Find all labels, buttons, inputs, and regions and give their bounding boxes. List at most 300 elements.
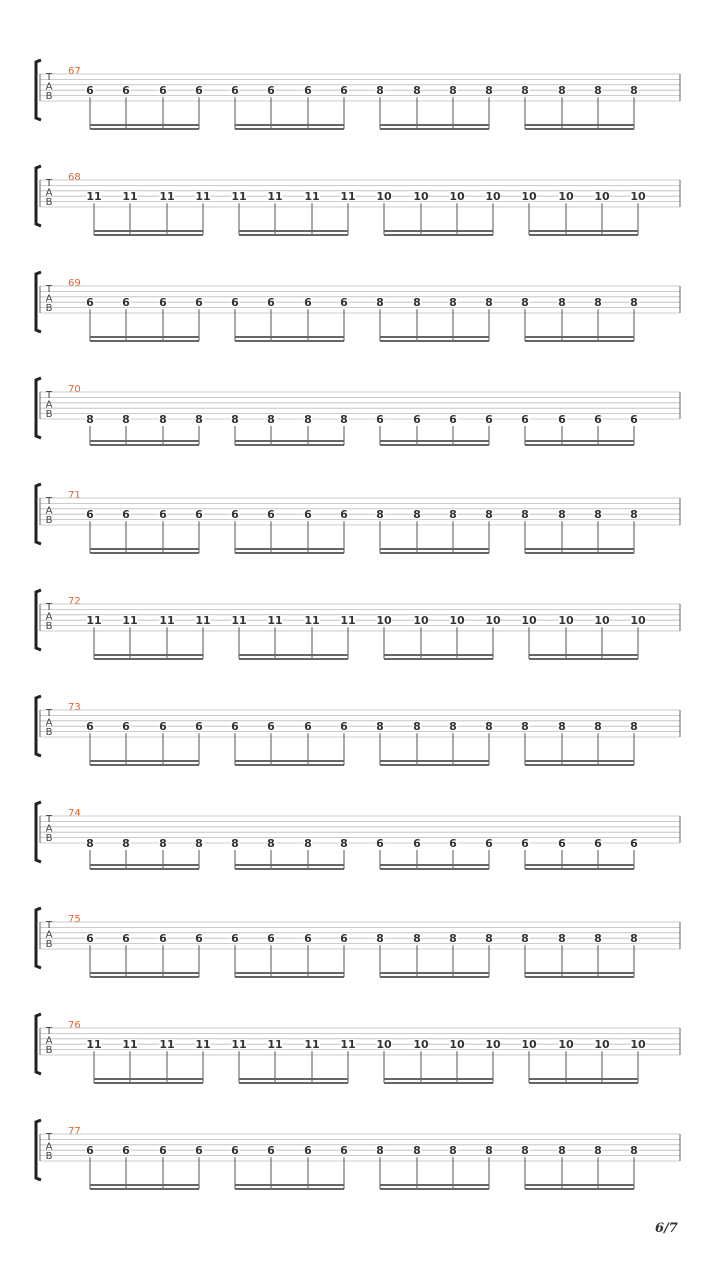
fret-number: 8 — [267, 837, 275, 850]
beam — [90, 128, 199, 130]
fret-number: 11 — [304, 190, 320, 204]
fret-number: 6 — [304, 508, 312, 522]
tab-system — [0, 384, 720, 498]
fret-number: 6 — [122, 720, 130, 734]
fret-number: 10 — [485, 1038, 501, 1052]
fret-number: 8 — [449, 932, 457, 946]
fret-number: 6 — [122, 1144, 130, 1158]
fret-number: 6 — [630, 413, 638, 426]
tab-system — [0, 702, 720, 816]
beam — [525, 760, 634, 762]
beam — [525, 972, 634, 974]
fret-number: 6 — [267, 508, 275, 522]
fret-number: 6 — [86, 720, 94, 734]
fret-number: 8 — [413, 296, 421, 310]
beam — [525, 976, 634, 978]
beam — [235, 128, 344, 130]
beam — [235, 864, 344, 866]
tab-clef-letter: A — [45, 187, 53, 199]
beam — [90, 1184, 199, 1186]
beam — [235, 124, 344, 126]
fret-number: 6 — [413, 837, 421, 850]
beam — [235, 440, 344, 442]
fret-number: 11 — [267, 614, 283, 628]
fret-number: 6 — [231, 1144, 239, 1158]
tab-clef-letter: T — [45, 814, 53, 825]
fret-number: 6 — [594, 413, 602, 426]
tab-system — [0, 172, 720, 286]
beam — [90, 868, 199, 870]
beam — [380, 444, 489, 446]
tab-staff — [0, 710, 720, 780]
fret-number: 6 — [231, 84, 239, 98]
fret-number: 11 — [122, 1038, 138, 1052]
fret-number: 10 — [630, 614, 646, 628]
tab-system — [0, 596, 720, 710]
measure-number: 68 — [68, 172, 81, 183]
beam — [90, 1188, 199, 1190]
beam — [529, 654, 638, 656]
fret-number: 10 — [594, 1038, 610, 1052]
fret-number: 8 — [521, 84, 529, 98]
beam — [380, 336, 489, 338]
tab-system — [0, 1126, 720, 1240]
fret-number: 11 — [122, 614, 138, 628]
tab-clef-letter: T — [45, 390, 53, 401]
beam — [529, 1078, 638, 1080]
beam — [235, 760, 344, 762]
tab-system — [0, 66, 720, 180]
beam — [384, 658, 493, 660]
fret-number: 6 — [449, 837, 457, 850]
beam — [90, 444, 199, 446]
fret-number: 8 — [159, 413, 167, 426]
measure-number: 75 — [68, 914, 81, 925]
fret-number: 6 — [86, 932, 94, 946]
fret-number: 8 — [376, 296, 384, 310]
tab-staff — [0, 180, 720, 250]
beam — [94, 658, 203, 660]
fret-number: 8 — [449, 508, 457, 522]
fret-number: 8 — [485, 296, 493, 310]
fret-number: 8 — [304, 413, 312, 426]
beam — [94, 234, 203, 236]
fret-number: 11 — [159, 190, 175, 204]
fret-number: 6 — [267, 84, 275, 98]
fret-number: 6 — [304, 1144, 312, 1158]
tab-staff — [0, 1028, 720, 1098]
fret-number: 8 — [558, 508, 566, 522]
fret-number: 8 — [376, 84, 384, 98]
tab-clef-letter: A — [45, 505, 53, 517]
beam — [90, 764, 199, 766]
fret-number: 6 — [340, 296, 348, 310]
tab-staff — [0, 922, 720, 992]
tab-clef-letter: A — [45, 293, 53, 305]
fret-number: 6 — [86, 508, 94, 522]
fret-number: 10 — [376, 1038, 392, 1052]
tab-clef-letter: A — [45, 717, 53, 729]
beam — [529, 658, 638, 660]
beam — [525, 552, 634, 554]
fret-number: 8 — [340, 837, 348, 850]
tab-clef-letter: T — [45, 920, 53, 931]
beam — [380, 976, 489, 978]
fret-number: 8 — [558, 720, 566, 734]
fret-number: 6 — [485, 837, 493, 850]
fret-number: 6 — [630, 837, 638, 850]
fret-number: 6 — [195, 296, 203, 310]
tab-system — [0, 278, 720, 392]
fret-number: 11 — [122, 190, 138, 204]
fret-number: 10 — [558, 190, 574, 204]
fret-number: 8 — [449, 296, 457, 310]
beam — [380, 972, 489, 974]
fret-number: 6 — [267, 1144, 275, 1158]
beam — [384, 1082, 493, 1084]
tab-clef-letter: T — [45, 1132, 53, 1143]
tab-staff — [0, 1134, 720, 1204]
fret-number: 6 — [159, 932, 167, 946]
tab-staff — [0, 74, 720, 144]
fret-number: 11 — [231, 190, 247, 204]
fret-number: 8 — [630, 296, 638, 310]
beam — [525, 548, 634, 550]
beam — [380, 764, 489, 766]
beam — [529, 1082, 638, 1084]
fret-number: 8 — [521, 1144, 529, 1158]
beam — [380, 128, 489, 130]
fret-number: 8 — [521, 296, 529, 310]
fret-number: 8 — [485, 508, 493, 522]
fret-number: 6 — [231, 932, 239, 946]
beam — [90, 440, 199, 442]
beam — [380, 124, 489, 126]
fret-number: 11 — [86, 1038, 102, 1052]
tab-clef-letter: B — [45, 303, 53, 314]
fret-number: 6 — [413, 413, 421, 426]
fret-number: 6 — [267, 932, 275, 946]
beam — [525, 440, 634, 442]
fret-number: 10 — [521, 190, 537, 204]
fret-number: 11 — [340, 1038, 356, 1052]
fret-number: 10 — [594, 190, 610, 204]
beam — [94, 1082, 203, 1084]
beam — [239, 230, 348, 232]
fret-number: 6 — [558, 837, 566, 850]
fret-number: 6 — [376, 837, 384, 850]
fret-number: 6 — [304, 932, 312, 946]
fret-number: 8 — [413, 84, 421, 98]
tab-clef-letter: T — [45, 1026, 53, 1037]
fret-number: 6 — [122, 296, 130, 310]
fret-number: 8 — [449, 84, 457, 98]
fret-number: 8 — [449, 720, 457, 734]
measure-number: 76 — [68, 1020, 81, 1031]
fret-number: 8 — [376, 1144, 384, 1158]
tab-clef-letter: T — [45, 496, 53, 507]
fret-number: 8 — [413, 1144, 421, 1158]
fret-number: 6 — [159, 296, 167, 310]
fret-number: 6 — [340, 720, 348, 734]
fret-number: 8 — [231, 837, 239, 850]
beam — [90, 548, 199, 550]
fret-number: 6 — [195, 720, 203, 734]
fret-number: 6 — [340, 1144, 348, 1158]
fret-number: 8 — [376, 508, 384, 522]
measure-number: 74 — [68, 808, 81, 819]
fret-number: 8 — [594, 508, 602, 522]
beam — [235, 1184, 344, 1186]
tab-clef-letter: T — [45, 602, 53, 613]
fret-number: 8 — [630, 1144, 638, 1158]
fret-number: 6 — [159, 720, 167, 734]
beam — [529, 230, 638, 232]
fret-number: 8 — [594, 296, 602, 310]
fret-number: 8 — [195, 413, 203, 426]
fret-number: 6 — [86, 296, 94, 310]
fret-number: 8 — [521, 932, 529, 946]
fret-number: 6 — [340, 932, 348, 946]
beam — [525, 336, 634, 338]
fret-number: 6 — [195, 1144, 203, 1158]
tab-clef-letter: T — [45, 708, 53, 719]
tab-clef-letter: T — [45, 72, 53, 83]
tab-clef-letter: A — [45, 81, 53, 93]
fret-number: 8 — [122, 837, 130, 850]
fret-number: 6 — [159, 84, 167, 98]
fret-number: 6 — [86, 84, 94, 98]
beam — [380, 1184, 489, 1186]
fret-number: 11 — [340, 190, 356, 204]
beam — [380, 1188, 489, 1190]
fret-number: 10 — [376, 614, 392, 628]
fret-number: 8 — [594, 932, 602, 946]
fret-number: 6 — [376, 413, 384, 426]
fret-number: 10 — [413, 190, 429, 204]
fret-number: 10 — [521, 1038, 537, 1052]
fret-number: 6 — [267, 720, 275, 734]
fret-number: 11 — [231, 1038, 247, 1052]
fret-number: 6 — [231, 720, 239, 734]
fret-number: 8 — [267, 413, 275, 426]
beam — [235, 548, 344, 550]
fret-number: 8 — [376, 720, 384, 734]
beam — [90, 552, 199, 554]
beam — [90, 864, 199, 866]
tab-clef-letter: A — [45, 1141, 53, 1153]
fret-number: 6 — [159, 508, 167, 522]
fret-number: 6 — [521, 413, 529, 426]
fret-number: 10 — [521, 614, 537, 628]
measure-number: 69 — [68, 278, 81, 289]
beam — [380, 864, 489, 866]
fret-number: 8 — [485, 84, 493, 98]
beam — [94, 654, 203, 656]
fret-number: 10 — [558, 1038, 574, 1052]
tab-clef-letter: B — [45, 409, 53, 420]
beam — [90, 972, 199, 974]
fret-number: 6 — [340, 84, 348, 98]
fret-number: 8 — [413, 932, 421, 946]
beam — [235, 868, 344, 870]
fret-number: 8 — [630, 720, 638, 734]
measure-number: 72 — [68, 596, 81, 607]
beam — [525, 128, 634, 130]
fret-number: 8 — [630, 508, 638, 522]
beam — [380, 340, 489, 342]
beam — [239, 234, 348, 236]
tab-system — [0, 490, 720, 604]
fret-number: 6 — [159, 1144, 167, 1158]
fret-number: 8 — [485, 932, 493, 946]
beam — [380, 760, 489, 762]
beam — [235, 336, 344, 338]
fret-number: 10 — [630, 1038, 646, 1052]
beam — [94, 1078, 203, 1080]
fret-number: 10 — [413, 1038, 429, 1052]
beam — [235, 972, 344, 974]
beam — [90, 336, 199, 338]
fret-number: 8 — [594, 84, 602, 98]
fret-number: 11 — [86, 190, 102, 204]
fret-number: 8 — [195, 837, 203, 850]
fret-number: 11 — [304, 1038, 320, 1052]
beam — [235, 976, 344, 978]
fret-number: 10 — [449, 190, 465, 204]
fret-number: 6 — [267, 296, 275, 310]
fret-number: 8 — [594, 1144, 602, 1158]
beam — [239, 654, 348, 656]
beam — [525, 124, 634, 126]
fret-number: 8 — [122, 413, 130, 426]
fret-number: 8 — [630, 932, 638, 946]
tab-clef-letter: B — [45, 621, 53, 632]
tab-clef-letter: B — [45, 197, 53, 208]
fret-number: 8 — [86, 413, 94, 426]
beam — [525, 864, 634, 866]
tab-clef-letter: T — [45, 284, 53, 295]
beam — [525, 340, 634, 342]
fret-number: 6 — [449, 413, 457, 426]
fret-number: 6 — [195, 932, 203, 946]
measure-number: 71 — [68, 490, 81, 501]
tab-clef-letter: A — [45, 929, 53, 941]
fret-number: 11 — [267, 1038, 283, 1052]
measure-number: 73 — [68, 702, 81, 713]
tab-clef-letter: B — [45, 515, 53, 526]
beam — [90, 124, 199, 126]
tab-staff — [0, 392, 720, 462]
beam — [239, 1078, 348, 1080]
fret-number: 11 — [231, 614, 247, 628]
fret-number: 10 — [376, 190, 392, 204]
tab-system — [0, 914, 720, 1028]
fret-number: 6 — [122, 84, 130, 98]
tab-clef-letter: T — [45, 178, 53, 189]
fret-number: 8 — [86, 837, 94, 850]
tab-system — [0, 808, 720, 922]
fret-number: 8 — [558, 296, 566, 310]
fret-number: 10 — [449, 1038, 465, 1052]
fret-number: 10 — [558, 614, 574, 628]
beam — [235, 764, 344, 766]
tab-clef-letter: A — [45, 399, 53, 411]
fret-number: 6 — [304, 84, 312, 98]
fret-number: 8 — [521, 720, 529, 734]
fret-number: 8 — [594, 720, 602, 734]
fret-number: 10 — [485, 190, 501, 204]
fret-number: 11 — [86, 614, 102, 628]
fret-number: 8 — [558, 1144, 566, 1158]
tab-clef-letter: B — [45, 1151, 53, 1162]
fret-number: 6 — [304, 296, 312, 310]
fret-number: 10 — [485, 614, 501, 628]
beam — [90, 760, 199, 762]
beam — [380, 548, 489, 550]
fret-number: 8 — [413, 720, 421, 734]
fret-number: 6 — [122, 932, 130, 946]
tab-staff — [0, 286, 720, 356]
fret-number: 10 — [413, 614, 429, 628]
beam — [235, 552, 344, 554]
fret-number: 8 — [485, 720, 493, 734]
tab-clef-letter: B — [45, 939, 53, 950]
tab-clef-letter: A — [45, 823, 53, 835]
measure-number: 70 — [68, 384, 81, 395]
beam — [235, 340, 344, 342]
fret-number: 8 — [449, 1144, 457, 1158]
fret-number: 8 — [630, 84, 638, 98]
beam — [239, 1082, 348, 1084]
measure-number: 67 — [68, 66, 81, 77]
beam — [384, 234, 493, 236]
tab-clef-letter: A — [45, 1035, 53, 1047]
beam — [525, 444, 634, 446]
fret-number: 8 — [413, 508, 421, 522]
beam — [384, 230, 493, 232]
tab-clef-letter: B — [45, 833, 53, 844]
tab-staff — [0, 604, 720, 674]
fret-number: 8 — [558, 932, 566, 946]
tab-clef-letter: A — [45, 611, 53, 623]
beam — [239, 658, 348, 660]
fret-number: 6 — [86, 1144, 94, 1158]
beam — [525, 1184, 634, 1186]
fret-number: 8 — [159, 837, 167, 850]
fret-number: 8 — [304, 837, 312, 850]
beam — [380, 440, 489, 442]
fret-number: 10 — [630, 190, 646, 204]
beam — [525, 764, 634, 766]
fret-number: 6 — [231, 508, 239, 522]
fret-number: 6 — [304, 720, 312, 734]
beam — [235, 1188, 344, 1190]
fret-number: 11 — [195, 614, 211, 628]
tab-staff — [0, 816, 720, 886]
fret-number: 6 — [195, 84, 203, 98]
fret-number: 6 — [340, 508, 348, 522]
fret-number: 10 — [449, 614, 465, 628]
fret-number: 6 — [558, 413, 566, 426]
fret-number: 11 — [195, 1038, 211, 1052]
beam — [90, 340, 199, 342]
fret-number: 11 — [340, 614, 356, 628]
beam — [380, 552, 489, 554]
beam — [384, 1078, 493, 1080]
fret-number: 8 — [340, 413, 348, 426]
fret-number: 8 — [521, 508, 529, 522]
